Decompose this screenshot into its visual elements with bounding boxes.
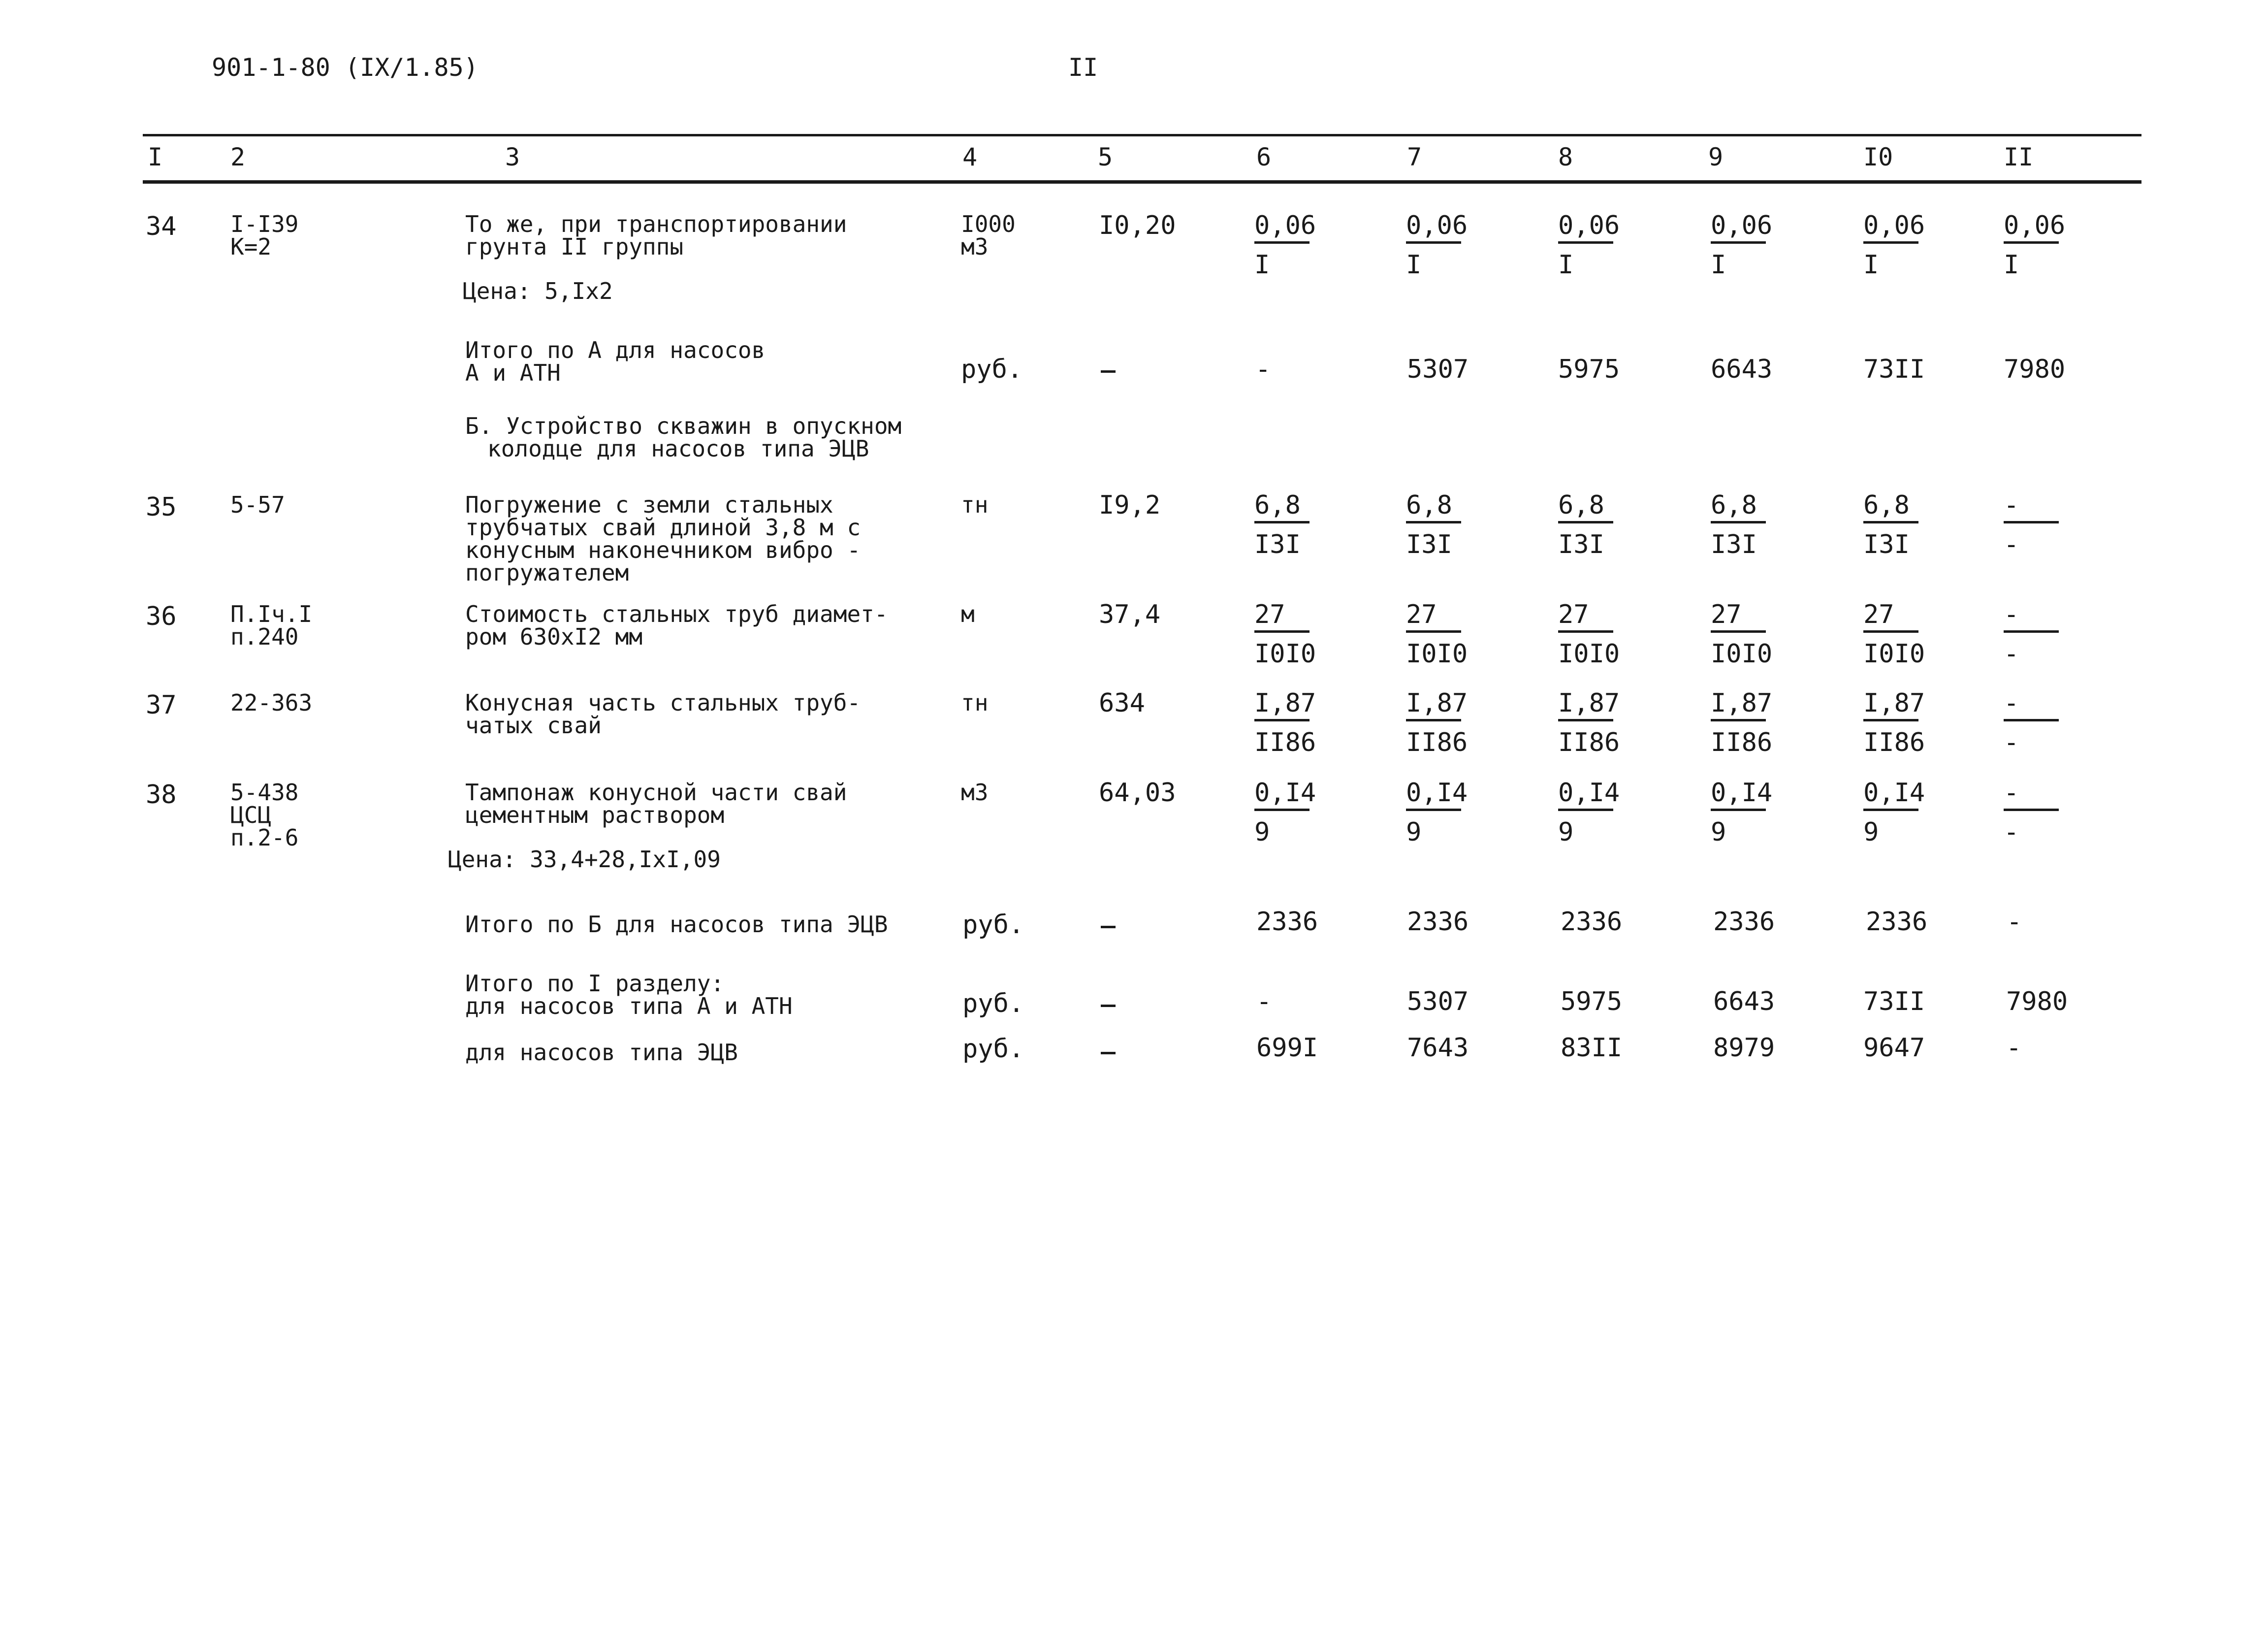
total-label: для насосов типа А и АТН <box>465 993 793 1019</box>
unit-cost: 37,4 <box>1099 600 1161 629</box>
work-description: То же, при транспортировании <box>465 211 847 237</box>
subtotal-label: А и АТН <box>465 359 561 386</box>
work-description: грунта II группы <box>465 233 684 260</box>
row-number: 34 <box>146 212 177 241</box>
unit: м3 <box>961 233 989 260</box>
unit: м3 <box>961 779 989 806</box>
page-number: II <box>1068 53 1098 82</box>
subtotal-value: - <box>1255 355 1271 384</box>
subtotal-label: Итого по Б для насосов типа ЭЦВ <box>465 911 888 938</box>
work-description: Конусная часть стальных труб- <box>465 689 861 716</box>
column-header: 6 <box>1256 143 1272 171</box>
unit: I000 <box>961 211 1016 237</box>
document-code: 901-1-80 (IX/1.85) <box>212 53 479 82</box>
norm-code: п.2-6 <box>230 824 299 851</box>
norm-code: 22-363 <box>230 689 313 716</box>
total-value: 6643 <box>1713 987 1775 1016</box>
column-header: 7 <box>1407 143 1422 171</box>
subtotal-value: 73II <box>1863 355 1925 384</box>
section-title: колодце для насосов типа ЭЦВ <box>487 435 869 462</box>
total-value: 83II <box>1561 1033 1623 1063</box>
column-header: I0 <box>1863 143 1893 171</box>
unit: м <box>961 601 975 627</box>
total-value: - <box>1256 987 1272 1016</box>
work-description: погружателем <box>465 559 629 586</box>
total-label: Итого по I разделу: <box>465 970 725 997</box>
row-number: 35 <box>146 492 177 522</box>
unit-cost: I9,2 <box>1099 490 1161 520</box>
work-description: трубчатых свай длиной 3,8 м с <box>465 514 861 541</box>
column-header: 5 <box>1098 143 1113 171</box>
total-value: 8979 <box>1713 1033 1775 1063</box>
subtotal-value: 6643 <box>1711 355 1773 384</box>
norm-code: 5-57 <box>230 491 285 518</box>
unit: руб. <box>961 355 1023 384</box>
work-description: Стоимость стальных труб диамет- <box>465 601 888 627</box>
subtotal-value: 5975 <box>1558 355 1620 384</box>
column-header: II <box>2004 143 2034 171</box>
empty-dash <box>1101 1005 1116 1007</box>
work-description: цементным раствором <box>465 802 725 828</box>
total-value: 7643 <box>1407 1033 1469 1063</box>
total-value: 699I <box>1256 1033 1318 1063</box>
table-top-rule <box>143 134 2141 136</box>
unit-cost: 64,03 <box>1099 778 1176 808</box>
unit: тн <box>961 491 989 518</box>
column-header: I <box>148 143 163 171</box>
unit: тн <box>961 689 989 716</box>
norm-code: K=2 <box>230 233 272 260</box>
work-description: конусным наконечником вибро - <box>465 537 861 563</box>
norm-code: 5-438 <box>230 779 299 806</box>
empty-dash <box>1101 1052 1116 1054</box>
norm-code: П.Iч.I <box>230 601 313 627</box>
work-description: чатых свай <box>465 712 602 739</box>
subtotal-label: Итого по А для насосов <box>465 337 766 363</box>
total-label: для насосов типа ЭЦВ <box>465 1039 738 1066</box>
subtotal-value: - <box>2007 907 2022 937</box>
price-note: Цена: 33,4+28,IхI,09 <box>448 846 721 873</box>
column-header: 4 <box>962 143 978 171</box>
unit-cost: 634 <box>1099 688 1145 718</box>
column-header: 2 <box>230 143 246 171</box>
unit: руб. <box>962 910 1024 940</box>
total-value: 5307 <box>1407 987 1469 1016</box>
section-title: Б. Устройство скважин в опускном <box>465 413 902 439</box>
row-number: 36 <box>146 602 177 631</box>
norm-code: п.240 <box>230 623 299 650</box>
price-note: Цена: 5,Iх2 <box>463 278 613 304</box>
subtotal-value: 2336 <box>1407 907 1469 937</box>
empty-dash <box>1101 926 1116 928</box>
column-header: 9 <box>1708 143 1724 171</box>
total-value: 7980 <box>2006 987 2068 1016</box>
unit: руб. <box>962 989 1024 1018</box>
subtotal-value: 2336 <box>1713 907 1775 937</box>
row-number: 37 <box>146 690 177 720</box>
unit-cost: I0,20 <box>1099 211 1176 240</box>
total-value: 5975 <box>1561 987 1623 1016</box>
subtotal-value: 5307 <box>1407 355 1469 384</box>
row-number: 38 <box>146 780 177 810</box>
work-description: Погружение с земли стальных <box>465 491 833 518</box>
norm-code: I-I39 <box>230 211 299 237</box>
work-description: ром 630хI2 мм <box>465 623 643 650</box>
total-value: - <box>2006 1033 2022 1063</box>
empty-dash <box>1101 370 1116 373</box>
total-value: 9647 <box>1863 1033 1925 1063</box>
table-header-rule <box>143 180 2141 184</box>
subtotal-value: 2336 <box>1561 907 1623 937</box>
unit: руб. <box>962 1034 1024 1064</box>
total-value: 73II <box>1863 987 1925 1016</box>
subtotal-value: 2336 <box>1866 907 1928 937</box>
column-header: 8 <box>1558 143 1573 171</box>
subtotal-value: 7980 <box>2004 355 2066 384</box>
subtotal-value: 2336 <box>1256 907 1318 937</box>
norm-code: ЦСЦ <box>230 802 272 828</box>
work-description: Тампонаж конусной части свай <box>465 779 847 806</box>
column-header: 3 <box>505 143 520 171</box>
